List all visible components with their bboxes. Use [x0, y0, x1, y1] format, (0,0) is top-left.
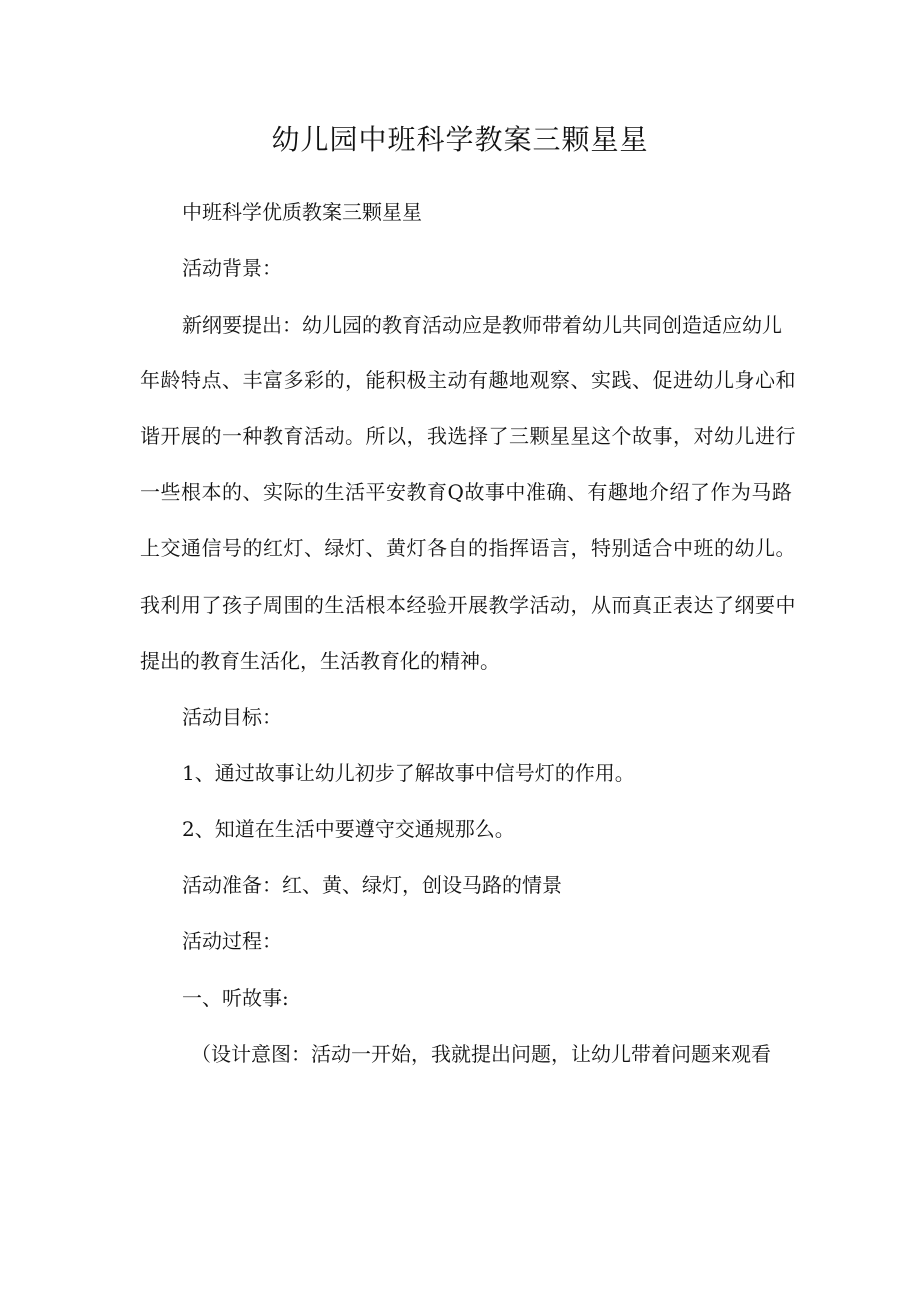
process-heading: 活动过程： — [182, 929, 282, 953]
paragraph-line: 提出的教育生活化，生活教育化的精神。 — [140, 649, 500, 673]
goal-item: 2、知道在生活中要遵守交通规那么。 — [182, 817, 515, 841]
goals-heading: 活动目标： — [182, 705, 282, 729]
paragraph-line: 新纲要提出：幼儿园的教育活动应是教师带着幼儿共同创造适应幼儿 — [182, 313, 782, 337]
goal-item: 1、通过故事让幼儿初步了解故事中信号灯的作用。 — [182, 761, 635, 785]
process-step: 一、听故事: — [182, 986, 289, 1010]
paragraph-line: 一些根本的、实际的生活平安教育Q故事中准确、有趣地介绍了作为马路 — [140, 480, 793, 504]
subtitle: 中班科学优质教案三颗星星 — [182, 200, 422, 224]
design-note: （设计意图：活动一开始，我就提出问题，让幼儿带着问题来观看 — [191, 1042, 771, 1066]
paragraph-line: 我利用了孩子周围的生活根本经验开展教学活动，从而真正表达了纲要中 — [140, 593, 796, 617]
preparation-line: 活动准备：红、黄、绿灯，创设马路的情景 — [182, 873, 562, 897]
background-heading: 活动背景： — [182, 256, 282, 280]
paragraph-line: 上交通信号的红灯、绿灯、黄灯各自的指挥语言，特别适合中班的幼儿。 — [140, 536, 796, 560]
paragraph-line: 谐开展的一种教育活动。所以，我选择了三颗星星这个故事，对幼儿进行 — [140, 424, 796, 448]
document-title: 幼儿园中班科学教案三颗星星 — [271, 123, 649, 156]
paragraph-line: 年龄特点、丰富多彩的，能积极主动有趣地观察、实践、促进幼儿身心和 — [140, 368, 796, 392]
